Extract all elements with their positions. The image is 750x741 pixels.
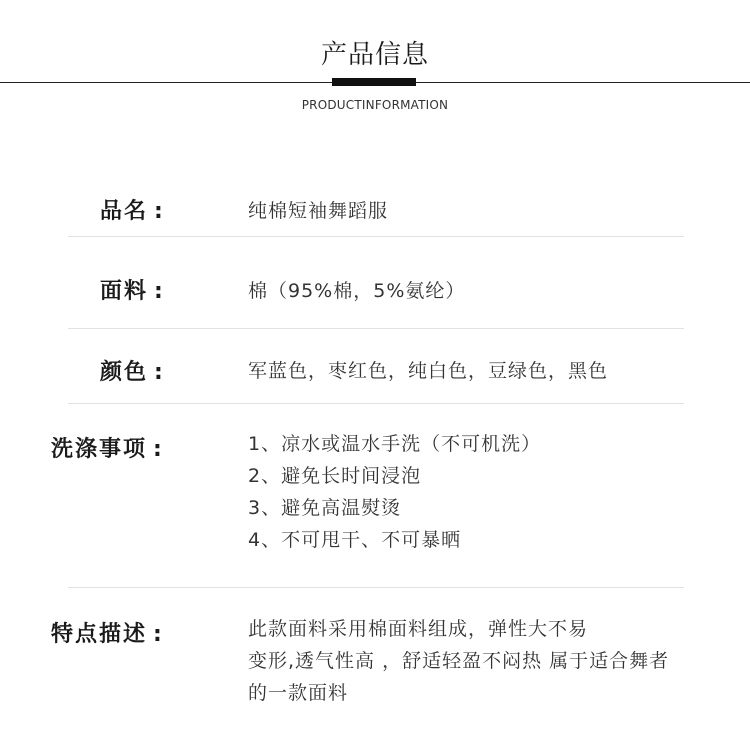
name-value: 纯棉短袖舞蹈服	[248, 200, 389, 222]
color-label-colon: :	[154, 360, 165, 385]
color-value: 军蓝色，枣红色，纯白色，豆绿色，黑色	[248, 360, 609, 382]
page-subtitle: PRODUCTINFORMATION	[301, 98, 449, 112]
features-line: 变形,透气性高 ，舒适轻盈不闷热 属于适合舞者	[248, 650, 670, 672]
washing-label: 洗涤事项 :	[51, 437, 164, 462]
color-label: 颜色 :	[100, 360, 165, 385]
features-line: 此款面料采用棉面料组成，弹性大不易	[248, 618, 589, 640]
name-label-colon: :	[154, 199, 165, 224]
row-divider	[68, 236, 684, 237]
row-divider	[68, 587, 684, 588]
fabric-label: 面料 :	[100, 279, 165, 304]
row-divider	[68, 403, 684, 404]
features-line: 的一款面料	[248, 682, 349, 704]
washing-line: 2、避免长时间浸泡	[248, 465, 422, 487]
washing-line: 3、避免高温熨烫	[248, 497, 402, 519]
page-title: 产品信息	[320, 40, 429, 70]
washing-label-colon: :	[153, 437, 164, 462]
fabric-value: 棉（95%棉，5%氨纶）	[248, 280, 466, 302]
row-divider	[68, 328, 684, 329]
washing-line: 1、凉水或温水手洗（不可机洗）	[248, 433, 542, 455]
features-label: 特点描述 :	[51, 622, 164, 647]
washing-line: 4、不可甩干、不可暴晒	[248, 529, 462, 551]
header-accent-bar	[332, 78, 416, 86]
fabric-label-colon: :	[154, 279, 165, 304]
features-description	[248, 613, 669, 709]
name-label: 品名 :	[100, 199, 165, 224]
features-label-colon: :	[153, 622, 164, 647]
washing-instructions	[248, 428, 541, 556]
